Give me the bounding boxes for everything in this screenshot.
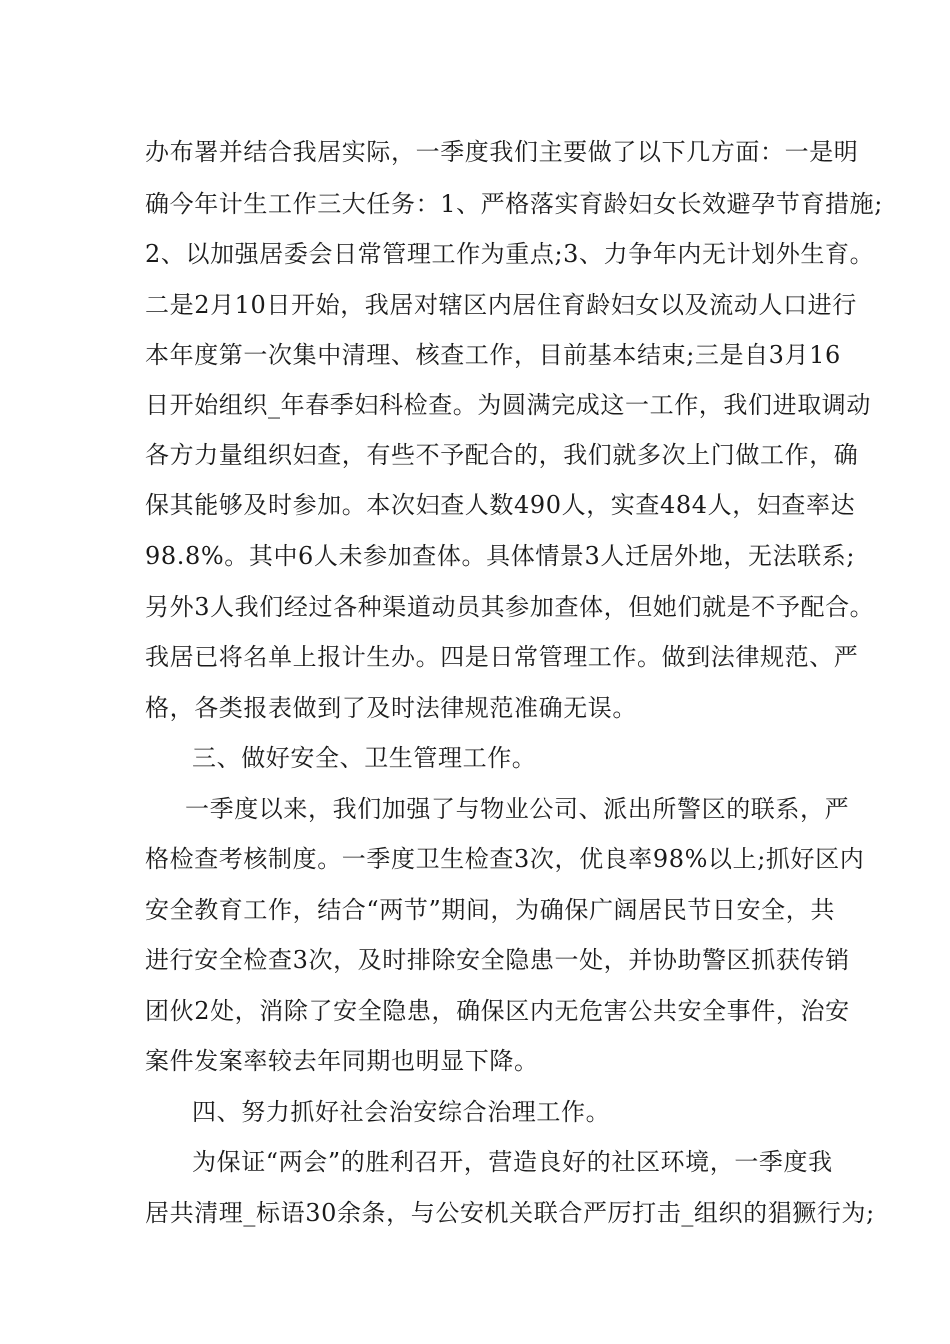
text-line: 一季度以来，我们加强了与物业公司、派出所警区的联系，严 xyxy=(185,795,850,823)
text-line: 案件发案率较去年同期也明显下降。 xyxy=(145,1047,539,1075)
text-line: 日开始组织_年春季妇科检查。为圆满完成这一工作，我们进取调动 xyxy=(145,391,871,419)
text-line: 团伙2处，消除了安全隐患，确保区内无危害公共安全事件，治安 xyxy=(145,997,850,1025)
text-line: 办布署并结合我居实际，一季度我们主要做了以下几方面：一是明 xyxy=(145,138,859,166)
text-line: 另外3人我们经过各种渠道动员其参加查体，但她们就是不予配合。 xyxy=(145,593,875,621)
text-line: 本年度第一次集中清理、核查工作，目前基本结束;三是自3月16 xyxy=(145,341,841,369)
text-line: 安全教育工作，结合“两节”期间，为确保广阔居民节日安全，共 xyxy=(145,896,835,924)
text-line: 各方力量组织妇查，有些不予配合的，我们就多次上门做工作，确 xyxy=(145,441,859,469)
text-line: 2、以加强居委会日常管理工作为重点;3、力争年内无计划外生育。 xyxy=(145,240,875,268)
text-line: 保其能够及时参加。本次妇查人数490人，实查484人，妇查率达 xyxy=(145,491,856,519)
text-line: 格，各类报表做到了及时法律规范准确无误。 xyxy=(145,694,637,722)
section-heading: 四、努力抓好社会治安综合治理工作。 xyxy=(192,1098,611,1126)
text-line: 格检查考核制度。一季度卫生检查3次，优良率98%以上;抓好区内 xyxy=(145,845,865,873)
text-line: 居共清理_标语30余条，与公安机关联合严厉打击_组织的猖獗行为; xyxy=(145,1199,875,1227)
text-line: 98.8%。其中6人未参加查体。具体情景3人迁居外地，无法联系; xyxy=(145,542,856,570)
text-line: 进行安全检查3次，及时排除安全隐患一处，并协助警区抓获传销 xyxy=(145,946,850,974)
text-line: 我居已将名单上报计生办。四是日常管理工作。做到法律规范、严 xyxy=(145,643,859,671)
text-line: 二是2月10日开始，我居对辖区内居住育龄妇女以及流动人口进行 xyxy=(145,291,857,319)
text-line: 确今年计生工作三大任务：1、严格落实育龄妇女长效避孕节育措施; xyxy=(145,190,883,218)
text-line: 为保证“两会”的胜利召开，营造良好的社区环境，一季度我 xyxy=(192,1148,833,1176)
section-heading: 三、做好安全、卫生管理工作。 xyxy=(192,744,537,772)
